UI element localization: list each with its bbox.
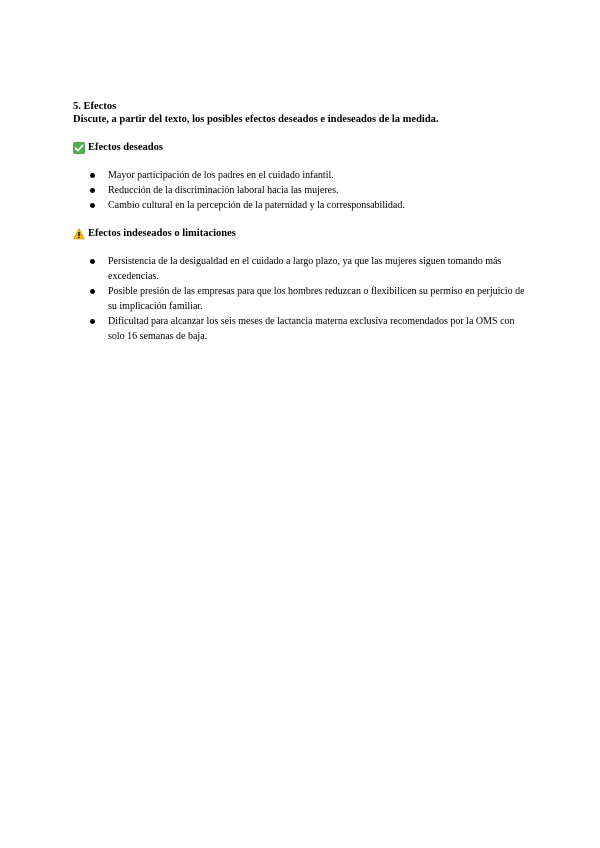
- desired-effects-list: [73, 168, 533, 213]
- bullet-icon: [90, 188, 95, 193]
- undesired-effects-heading: [73, 227, 533, 241]
- list-item: Dificultad para alcanzar los seis meses de lactancia materna exclusiva recomendados por la OMS con solo 16 semanas de baja.: [73, 314, 533, 344]
- section-question: Discute, a partir del texto, los posibles efectos deseados e indeseados de la medida.: [73, 114, 439, 125]
- list-item: Posible presión de las empresas para que los hombres reduzcan o flexibilicen su permiso en perjuicio de su implicación familiar.: [73, 284, 533, 314]
- list-item: Mayor participación de los padres en el cuidado infantil.: [73, 168, 533, 183]
- list-item: Persistencia de la desigualdad en el cuidado a largo plazo, ya que las mujeres siguen tomando más excedencias.: [73, 254, 533, 284]
- bullet-icon: [90, 173, 95, 178]
- desired-effects-heading-label: Efectos deseados: [88, 142, 163, 153]
- desired-effects-heading: [73, 141, 533, 155]
- check-mark-icon: [73, 142, 85, 154]
- bullet-icon: [90, 203, 95, 208]
- document-page: [73, 100, 533, 358]
- bullet-icon: [90, 259, 95, 264]
- warning-icon: [73, 228, 85, 240]
- section-title: 5. Efectos: [73, 101, 117, 112]
- undesired-effects-list: [73, 254, 533, 344]
- undesired-effects-heading-label: Efectos indeseados o limitaciones: [88, 228, 236, 239]
- bullet-icon: [90, 319, 95, 324]
- bullet-icon: [90, 289, 95, 294]
- list-item: Reducción de la discriminación laboral hacia las mujeres.: [73, 183, 533, 198]
- list-item: Cambio cultural en la percepción de la paternidad y la corresponsabilidad.: [73, 198, 533, 213]
